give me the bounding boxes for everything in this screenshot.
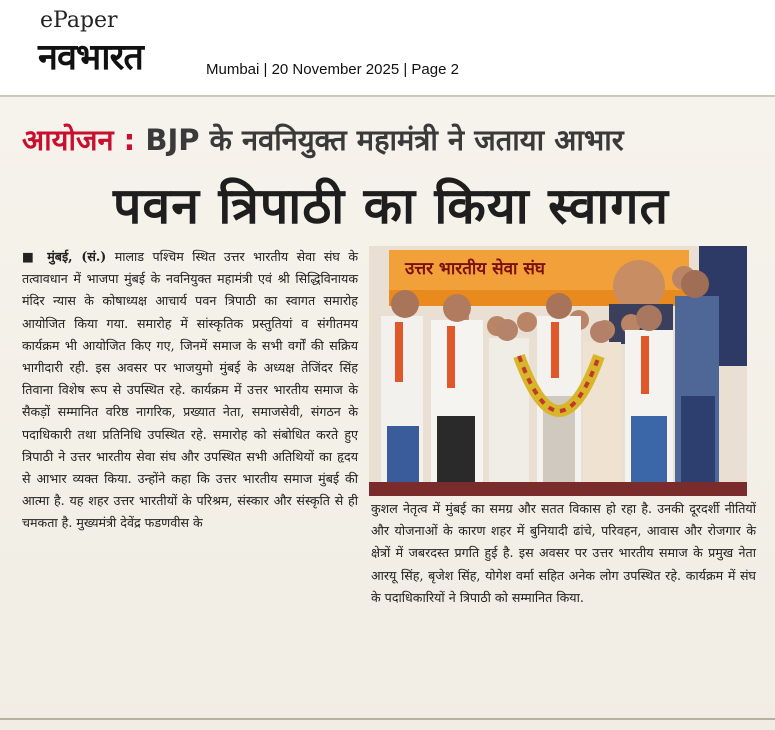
article-body-left-column: [22, 246, 358, 535]
article-headline: पवन त्रिपाठी का किया स्वागत: [113, 177, 669, 235]
article-dateline: ■ मुंबई, (सं.): [22, 249, 107, 264]
article-photo: [369, 246, 747, 496]
article-body-left: मालाड पश्चिम स्थित उत्तर भारतीय सेवा संघ के तत्वावधान में भाजपा मुंबई के नवनियुक्त महामंत्री एवं श्री सिद्धिविनायक मंदिर न्यास के कोषाध्यक्ष आचार्य पवन त्रिपाठी का स्वागत समारोह आयोजित किया गया. समारोह में सांस्कृतिक प्रस्तुतियां व संगीतमय कार्यक्रम भी आयोजित किए गए, जिनमें समाज के सभी वर्गों की सक्रिय भागीदारी रही. इस अवसर पर भाजयुमो मुंबई के अध्यक्ष तेजिंदर सिंह तिवाना विशेष रूप से उपस्थित रहे. कार्यक्रम में उत्तर भारतीय समाज के सैकड़ों सम्मानित वरिष्ठ नागरिक, प्रख्यात नेता, समाजसेवी, संगठन के पदाधिकारी तथा प्रतिनिधि उपस्थित रहे. समारोह को संबोधित करते हुए त्रिपाठी ने उत्तर भारतीय सेवा संघ और उपस्थित सभी अतिथियों का हृदय से आभार व्यक्त किया. उन्होंने कहा कि उत्तर भारतीय समाज मुंबई की आत्मा है. यह शहर उत्तर भारतीयों के परिश्रम, संस्कार और संस्कृति से ही चमकता है. मुख्यमंत्री देवेंद्र फडणवीस के: [22, 249, 358, 531]
photo-illustration: [369, 246, 747, 496]
brand-epaper: ePaper: [40, 8, 118, 33]
kicker-text: BJP के नवनियुक्त महामंत्री ने जताया आभार: [135, 123, 624, 157]
clipping-top-edge: [0, 95, 775, 97]
article-kicker: [22, 122, 762, 158]
photo-banner-text: उत्तर भारतीय सेवा संघ: [405, 259, 545, 279]
article-body-right-column: कुशल नेतृत्व में मुंबई का समग्र और सतत विकास हो रहा है. उनकी दूरदर्शी नीतियों और योजनाओं के कारण शहर में बुनियादी ढांचे, परिवहन, आवास और रोजगार के क्षेत्रों में जबरदस्त प्रगति हुई है. इस अवसर पर उत्तर भारतीय समाज के प्रमुख नेता आरयू सिंह, बृजेश सिंह, योगेश वर्मा सहित अनेक लोग उपस्थित रहे. कार्यक्रम में संघ के पदाधिकारियों ने त्रिपाठी को सम्मानित किया.: [371, 501, 756, 605]
masthead: [0, 0, 775, 92]
kicker-label: आयोजन :: [22, 123, 136, 157]
clipping-bottom-edge: [0, 718, 775, 720]
edition-info: Mumbai | 20 November 2025 | Page 2: [206, 61, 459, 78]
brand-logo-navbharat: नवभारत: [38, 37, 143, 78]
